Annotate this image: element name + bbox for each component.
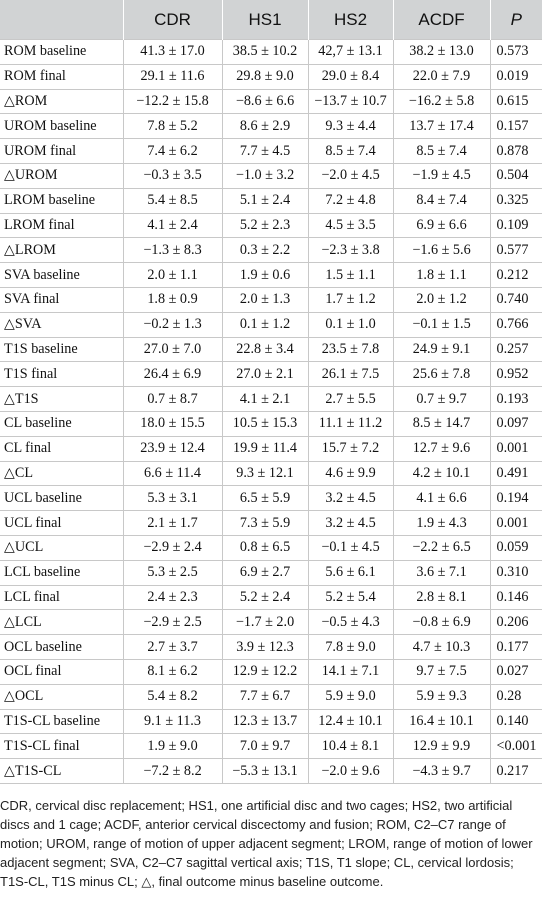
row-label: △UROM [0, 163, 123, 188]
cdr-cell: 1.8 ± 0.9 [123, 287, 222, 312]
hs2-cell: 11.1 ± 11.2 [308, 411, 393, 436]
hs2-cell: 3.2 ± 4.5 [308, 486, 393, 511]
cdr-cell: 26.4 ± 6.9 [123, 362, 222, 387]
table-row [0, 287, 542, 312]
hs2-cell: −13.7 ± 10.7 [308, 89, 393, 114]
cdr-cell: 5.3 ± 3.1 [123, 486, 222, 511]
hs1-cell: 5.2 ± 2.4 [222, 585, 308, 610]
row-label: OCL baseline [0, 635, 123, 660]
table-row [0, 709, 542, 734]
header-cell-hs1: HS1 [222, 0, 308, 40]
table-row [0, 64, 542, 89]
row-label: UROM baseline [0, 114, 123, 139]
table-row [0, 213, 542, 238]
hs2-cell: 5.2 ± 5.4 [308, 585, 393, 610]
acdf-cell: −1.6 ± 5.6 [393, 238, 490, 263]
row-label: △T1S-CL [0, 759, 123, 784]
row-label: △OCL [0, 684, 123, 709]
acdf-cell: 3.6 ± 7.1 [393, 560, 490, 585]
cdr-cell: −12.2 ± 15.8 [123, 89, 222, 114]
hs2-cell: 7.2 ± 4.8 [308, 188, 393, 213]
cdr-cell: −2.9 ± 2.4 [123, 535, 222, 560]
hs1-cell: 3.9 ± 12.3 [222, 635, 308, 660]
hs1-cell: 22.8 ± 3.4 [222, 337, 308, 362]
row-label: OCL final [0, 659, 123, 684]
p-value-cell: 0.001 [490, 436, 542, 461]
acdf-cell: −1.9 ± 4.5 [393, 163, 490, 188]
hs1-cell: −5.3 ± 13.1 [222, 759, 308, 784]
hs2-cell: 29.0 ± 8.4 [308, 64, 393, 89]
table-row [0, 139, 542, 164]
row-label: UROM final [0, 139, 123, 164]
header-row [0, 0, 542, 40]
hs2-cell: −0.1 ± 4.5 [308, 535, 393, 560]
acdf-cell: 24.9 ± 9.1 [393, 337, 490, 362]
acdf-cell: 8.4 ± 7.4 [393, 188, 490, 213]
table-row [0, 40, 542, 65]
row-label: UCL baseline [0, 486, 123, 511]
row-label: △T1S [0, 387, 123, 412]
hs1-cell: 7.3 ± 5.9 [222, 511, 308, 536]
hs2-cell: 8.5 ± 7.4 [308, 139, 393, 164]
table-row [0, 387, 542, 412]
acdf-cell: 8.5 ± 14.7 [393, 411, 490, 436]
hs1-cell: 19.9 ± 11.4 [222, 436, 308, 461]
hs1-cell: 9.3 ± 12.1 [222, 461, 308, 486]
table-row [0, 89, 542, 114]
p-value-cell: 0.952 [490, 362, 542, 387]
row-label: △LCL [0, 610, 123, 635]
hs2-cell: 0.1 ± 1.0 [308, 312, 393, 337]
cdr-cell: 7.4 ± 6.2 [123, 139, 222, 164]
hs1-cell: 7.0 ± 9.7 [222, 734, 308, 759]
row-label: T1S-CL final [0, 734, 123, 759]
cdr-cell: −0.2 ± 1.3 [123, 312, 222, 337]
acdf-cell: 5.9 ± 9.3 [393, 684, 490, 709]
hs2-cell: 10.4 ± 8.1 [308, 734, 393, 759]
row-label: T1S final [0, 362, 123, 387]
acdf-cell: −4.3 ± 9.7 [393, 759, 490, 784]
acdf-cell: −2.2 ± 6.5 [393, 535, 490, 560]
table-row [0, 734, 542, 759]
hs1-cell: −1.0 ± 3.2 [222, 163, 308, 188]
row-label: ROM final [0, 64, 123, 89]
cdr-cell: 8.1 ± 6.2 [123, 659, 222, 684]
p-value-cell: 0.212 [490, 263, 542, 288]
hs1-cell: 12.3 ± 13.7 [222, 709, 308, 734]
p-value-cell: 0.878 [490, 139, 542, 164]
acdf-cell: 2.8 ± 8.1 [393, 585, 490, 610]
cdr-cell: 41.3 ± 17.0 [123, 40, 222, 65]
cdr-cell: −0.3 ± 3.5 [123, 163, 222, 188]
cdr-cell: 5.3 ± 2.5 [123, 560, 222, 585]
p-value-cell: 0.140 [490, 709, 542, 734]
acdf-cell: 6.9 ± 6.6 [393, 213, 490, 238]
table-row [0, 436, 542, 461]
hs1-cell: 8.6 ± 2.9 [222, 114, 308, 139]
table-row [0, 263, 542, 288]
table-row [0, 560, 542, 585]
table-row [0, 312, 542, 337]
p-value-cell: 0.097 [490, 411, 542, 436]
row-label: △UCL [0, 535, 123, 560]
acdf-cell: −0.8 ± 6.9 [393, 610, 490, 635]
table-header [0, 0, 542, 40]
acdf-cell: 4.1 ± 6.6 [393, 486, 490, 511]
hs2-cell: 7.8 ± 9.0 [308, 635, 393, 660]
row-label: LCL baseline [0, 560, 123, 585]
hs2-cell: 26.1 ± 7.5 [308, 362, 393, 387]
hs2-cell: 9.3 ± 4.4 [308, 114, 393, 139]
acdf-cell: 8.5 ± 7.4 [393, 139, 490, 164]
row-label: CL baseline [0, 411, 123, 436]
p-value-cell: 0.194 [490, 486, 542, 511]
table-row [0, 486, 542, 511]
table-row [0, 114, 542, 139]
hs2-cell: 42,7 ± 13.1 [308, 40, 393, 65]
table-row [0, 461, 542, 486]
hs2-cell: −2.3 ± 3.8 [308, 238, 393, 263]
p-value-cell: 0.206 [490, 610, 542, 635]
acdf-cell: 25.6 ± 7.8 [393, 362, 490, 387]
row-label: △ROM [0, 89, 123, 114]
table-row [0, 238, 542, 263]
hs1-cell: 6.9 ± 2.7 [222, 560, 308, 585]
hs1-cell: 4.1 ± 2.1 [222, 387, 308, 412]
hs1-cell: 0.1 ± 1.2 [222, 312, 308, 337]
hs2-cell: −0.5 ± 4.3 [308, 610, 393, 635]
hs2-cell: −2.0 ± 9.6 [308, 759, 393, 784]
cdr-cell: 23.9 ± 12.4 [123, 436, 222, 461]
p-value-cell: 0.217 [490, 759, 542, 784]
acdf-cell: 16.4 ± 10.1 [393, 709, 490, 734]
cdr-cell: −1.3 ± 8.3 [123, 238, 222, 263]
acdf-cell: 0.7 ± 9.7 [393, 387, 490, 412]
cdr-cell: 2.7 ± 3.7 [123, 635, 222, 660]
hs1-cell: 5.1 ± 2.4 [222, 188, 308, 213]
row-label: UCL final [0, 511, 123, 536]
header-cell-p: P [490, 0, 542, 40]
cdr-cell: 6.6 ± 11.4 [123, 461, 222, 486]
cdr-cell: 27.0 ± 7.0 [123, 337, 222, 362]
hs2-cell: 1.7 ± 1.2 [308, 287, 393, 312]
p-value-cell: 0.504 [490, 163, 542, 188]
hs1-cell: 12.9 ± 12.2 [222, 659, 308, 684]
hs2-cell: 5.6 ± 6.1 [308, 560, 393, 585]
row-label: LCL final [0, 585, 123, 610]
acdf-cell: 1.9 ± 4.3 [393, 511, 490, 536]
p-value-cell: 0.109 [490, 213, 542, 238]
cdr-cell: 0.7 ± 8.7 [123, 387, 222, 412]
acdf-cell: 9.7 ± 7.5 [393, 659, 490, 684]
p-value-cell: 0.573 [490, 40, 542, 65]
p-value-cell: 0.193 [490, 387, 542, 412]
hs1-cell: 6.5 ± 5.9 [222, 486, 308, 511]
acdf-cell: 22.0 ± 7.9 [393, 64, 490, 89]
p-value-cell: 0.001 [490, 511, 542, 536]
cdr-cell: −2.9 ± 2.5 [123, 610, 222, 635]
p-value-cell: 0.491 [490, 461, 542, 486]
hs1-cell: 27.0 ± 2.1 [222, 362, 308, 387]
p-value-cell: 0.157 [490, 114, 542, 139]
cdr-cell: 5.4 ± 8.5 [123, 188, 222, 213]
p-value-cell: 0.615 [490, 89, 542, 114]
table-row [0, 337, 542, 362]
p-value-cell: 0.027 [490, 659, 542, 684]
hs2-cell: 23.5 ± 7.8 [308, 337, 393, 362]
cdr-cell: 2.4 ± 2.3 [123, 585, 222, 610]
row-label: △CL [0, 461, 123, 486]
p-value-cell: 0.325 [490, 188, 542, 213]
row-label: CL final [0, 436, 123, 461]
hs2-cell: 1.5 ± 1.1 [308, 263, 393, 288]
row-label: △SVA [0, 312, 123, 337]
acdf-cell: 1.8 ± 1.1 [393, 263, 490, 288]
hs1-cell: −8.6 ± 6.6 [222, 89, 308, 114]
acdf-cell: 2.0 ± 1.2 [393, 287, 490, 312]
hs2-cell: 5.9 ± 9.0 [308, 684, 393, 709]
p-value-cell: 0.766 [490, 312, 542, 337]
cdr-cell: 2.0 ± 1.1 [123, 263, 222, 288]
cdr-cell: 7.8 ± 5.2 [123, 114, 222, 139]
cdr-cell: 2.1 ± 1.7 [123, 511, 222, 536]
p-value-cell: 0.577 [490, 238, 542, 263]
hs1-cell: −1.7 ± 2.0 [222, 610, 308, 635]
table-row [0, 188, 542, 213]
hs2-cell: 3.2 ± 4.5 [308, 511, 393, 536]
row-label: T1S-CL baseline [0, 709, 123, 734]
row-label: T1S baseline [0, 337, 123, 362]
cdr-cell: 4.1 ± 2.4 [123, 213, 222, 238]
header-cell-blank [0, 0, 123, 40]
acdf-cell: −0.1 ± 1.5 [393, 312, 490, 337]
hs1-cell: 7.7 ± 6.7 [222, 684, 308, 709]
hs1-cell: 0.3 ± 2.2 [222, 238, 308, 263]
p-value-cell: 0.059 [490, 535, 542, 560]
hs2-cell: 15.7 ± 7.2 [308, 436, 393, 461]
hs2-cell: 4.5 ± 3.5 [308, 213, 393, 238]
hs2-cell: 14.1 ± 7.1 [308, 659, 393, 684]
table-row [0, 163, 542, 188]
table-row [0, 759, 542, 784]
hs1-cell: 2.0 ± 1.3 [222, 287, 308, 312]
header-cell-hs2: HS2 [308, 0, 393, 40]
table-row [0, 411, 542, 436]
acdf-cell: 12.7 ± 9.6 [393, 436, 490, 461]
hs1-cell: 7.7 ± 4.5 [222, 139, 308, 164]
hs1-cell: 10.5 ± 15.3 [222, 411, 308, 436]
row-label: SVA final [0, 287, 123, 312]
table-row [0, 585, 542, 610]
hs2-cell: 4.6 ± 9.9 [308, 461, 393, 486]
header-cell-cdr: CDR [123, 0, 222, 40]
row-label: △LROM [0, 238, 123, 263]
table-row [0, 659, 542, 684]
p-value-cell: 0.310 [490, 560, 542, 585]
table-row [0, 362, 542, 387]
hs2-cell: 12.4 ± 10.1 [308, 709, 393, 734]
cdr-cell: −7.2 ± 8.2 [123, 759, 222, 784]
hs1-cell: 0.8 ± 6.5 [222, 535, 308, 560]
hs1-cell: 38.5 ± 10.2 [222, 40, 308, 65]
cdr-cell: 29.1 ± 11.6 [123, 64, 222, 89]
row-label: LROM final [0, 213, 123, 238]
p-value-cell: <0.001 [490, 734, 542, 759]
row-label: LROM baseline [0, 188, 123, 213]
table-footnote: CDR, cervical disc replacement; HS1, one artificial disc and two cages; HS2, two artificial discs and 1 cage; ACDF, anterior cervical discectomy and fusion; ROM, C2–C7 range of motion; UROM, range of motion of upper adjacent segment; LROM, range of motion of lower adjacent segment; SVA, C2–C7 sagittal vertical axis; T1S, T1 slope; CL, cervical lordosis; T1S-CL, T1S minus CL; △, final outcome minus baseline outcome. [0, 798, 533, 889]
table-row [0, 511, 542, 536]
acdf-cell: 4.7 ± 10.3 [393, 635, 490, 660]
p-value-cell: 0.740 [490, 287, 542, 312]
cdr-cell: 1.9 ± 9.0 [123, 734, 222, 759]
table-row [0, 610, 542, 635]
cdr-cell: 9.1 ± 11.3 [123, 709, 222, 734]
p-value-cell: 0.019 [490, 64, 542, 89]
p-value-cell: 0.146 [490, 585, 542, 610]
p-value-cell: 0.177 [490, 635, 542, 660]
cdr-cell: 18.0 ± 15.5 [123, 411, 222, 436]
acdf-cell: 13.7 ± 17.4 [393, 114, 490, 139]
table-row [0, 635, 542, 660]
row-label: ROM baseline [0, 40, 123, 65]
p-value-cell: 0.257 [490, 337, 542, 362]
table-row [0, 684, 542, 709]
row-label: SVA baseline [0, 263, 123, 288]
table-body [0, 40, 542, 784]
hs1-cell: 5.2 ± 2.3 [222, 213, 308, 238]
table-row [0, 535, 542, 560]
acdf-cell: 38.2 ± 13.0 [393, 40, 490, 65]
hs2-cell: 2.7 ± 5.5 [308, 387, 393, 412]
acdf-cell: 12.9 ± 9.9 [393, 734, 490, 759]
acdf-cell: 4.2 ± 10.1 [393, 461, 490, 486]
p-value-cell: 0.28 [490, 684, 542, 709]
header-cell-acdf: ACDF [393, 0, 490, 40]
hs1-cell: 1.9 ± 0.6 [222, 263, 308, 288]
hs1-cell: 29.8 ± 9.0 [222, 64, 308, 89]
hs2-cell: −2.0 ± 4.5 [308, 163, 393, 188]
cdr-cell: 5.4 ± 8.2 [123, 684, 222, 709]
acdf-cell: −16.2 ± 5.8 [393, 89, 490, 114]
